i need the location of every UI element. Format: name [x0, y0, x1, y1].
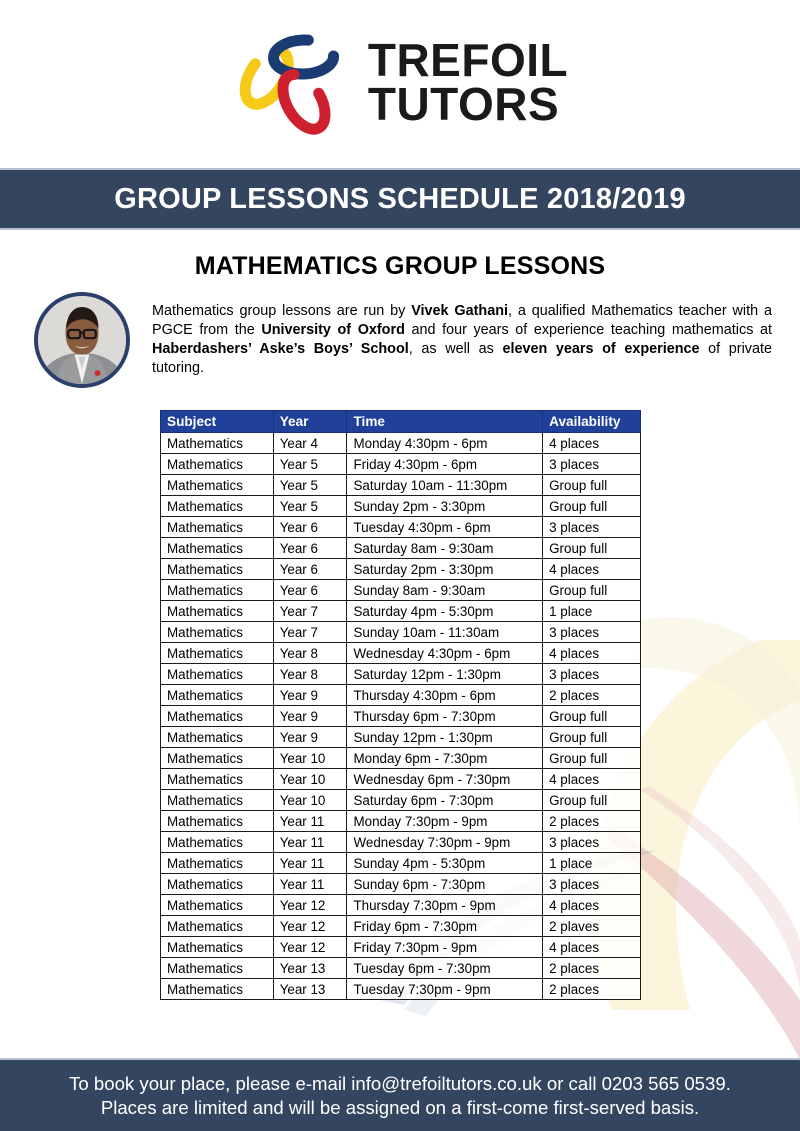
cell-availability: 4 places — [543, 937, 641, 958]
cell-time: Friday 6pm - 7:30pm — [347, 916, 543, 937]
table-row — [161, 580, 641, 601]
table-row — [161, 622, 641, 643]
cell-time: Friday 7:30pm - 9pm — [347, 937, 543, 958]
table-row — [161, 664, 641, 685]
table-row — [161, 727, 641, 748]
cell-subject: Mathematics — [161, 475, 274, 496]
cell-year: Year 6 — [273, 580, 347, 601]
table-row — [161, 853, 641, 874]
cell-time: Sunday 10am - 11:30am — [347, 622, 543, 643]
cell-subject: Mathematics — [161, 580, 274, 601]
table-row — [161, 433, 641, 454]
column-header-time: Time — [347, 411, 543, 433]
cell-year: Year 10 — [273, 790, 347, 811]
booking-footer-banner — [0, 1058, 800, 1131]
cell-year: Year 7 — [273, 622, 347, 643]
group-lessons-schedule-table — [160, 410, 641, 1000]
cell-subject: Mathematics — [161, 517, 274, 538]
column-header-availability: Availability — [543, 411, 641, 433]
cell-year: Year 5 — [273, 496, 347, 517]
table-row — [161, 643, 641, 664]
cell-year: Year 11 — [273, 832, 347, 853]
cell-availability: 2 plaves — [543, 916, 641, 937]
intro-text-run: and four years of experience teaching mathematics at — [404, 322, 772, 339]
cell-year: Year 13 — [273, 979, 347, 1000]
page-title-banner — [0, 168, 800, 230]
cell-subject: Mathematics — [161, 601, 274, 622]
cell-time: Saturday 6pm - 7:30pm — [347, 790, 543, 811]
tutor-intro-block — [34, 292, 774, 388]
cell-subject: Mathematics — [161, 811, 274, 832]
cell-time: Wednesday 7:30pm - 9pm — [347, 832, 543, 853]
table-row — [161, 496, 641, 517]
table-header-row — [161, 411, 641, 433]
intro-text-run: of private tutoring. — [152, 341, 772, 377]
cell-time: Friday 4:30pm - 6pm — [347, 454, 543, 475]
brand-logo — [0, 18, 800, 148]
cell-subject: Mathematics — [161, 727, 274, 748]
table-row — [161, 874, 641, 895]
cell-year: Year 8 — [273, 643, 347, 664]
footer-line-1: To book your place, please e-mail info@trefoiltutors.co.uk or call 0203 565 0539. — [69, 1073, 731, 1095]
brand-name-line2: TUTORS — [367, 78, 560, 130]
table-body — [161, 433, 641, 1000]
cell-subject: Mathematics — [161, 937, 274, 958]
cell-year: Year 6 — [273, 517, 347, 538]
cell-year: Year 8 — [273, 664, 347, 685]
cell-time: Tuesday 4:30pm - 6pm — [347, 517, 543, 538]
tutor-portrait-photo-icon — [34, 292, 130, 388]
intro-emphasis: University of Oxford — [261, 322, 405, 339]
cell-subject: Mathematics — [161, 853, 274, 874]
cell-time: Saturday 10am - 11:30pm — [347, 475, 543, 496]
cell-subject: Mathematics — [161, 454, 274, 475]
cell-availability: 2 places — [543, 979, 641, 1000]
cell-availability: 2 places — [543, 958, 641, 979]
cell-year: Year 12 — [273, 916, 347, 937]
cell-availability: 4 places — [543, 433, 641, 454]
cell-subject: Mathematics — [161, 706, 274, 727]
brand-name-line1: TREFOIL — [367, 34, 569, 87]
cell-subject: Mathematics — [161, 622, 274, 643]
table-row — [161, 895, 641, 916]
cell-time: Monday 4:30pm - 6pm — [347, 433, 543, 454]
table-row — [161, 559, 641, 580]
cell-year: Year 6 — [273, 559, 347, 580]
cell-time: Sunday 6pm - 7:30pm — [347, 874, 543, 895]
cell-subject: Mathematics — [161, 538, 274, 559]
cell-subject: Mathematics — [161, 643, 274, 664]
table-row — [161, 979, 641, 1000]
cell-availability: 1 place — [543, 853, 641, 874]
table-row — [161, 958, 641, 979]
cell-time: Thursday 7:30pm - 9pm — [347, 895, 543, 916]
column-header-subject: Subject — [161, 411, 274, 433]
table-row — [161, 748, 641, 769]
cell-time: Sunday 4pm - 5:30pm — [347, 853, 543, 874]
cell-year: Year 12 — [273, 895, 347, 916]
cell-year: Year 9 — [273, 727, 347, 748]
intro-emphasis: Vivek Gathani — [411, 303, 508, 319]
column-header-year: Year — [273, 411, 347, 433]
cell-time: Saturday 12pm - 1:30pm — [347, 664, 543, 685]
cell-availability: 3 places — [543, 622, 641, 643]
cell-year: Year 11 — [273, 874, 347, 895]
table-row — [161, 937, 641, 958]
cell-year: Year 11 — [273, 811, 347, 832]
cell-subject: Mathematics — [161, 958, 274, 979]
cell-subject: Mathematics — [161, 496, 274, 517]
table-row — [161, 790, 641, 811]
cell-subject: Mathematics — [161, 748, 274, 769]
trefoil-knot-logo-icon — [232, 27, 352, 139]
cell-availability: Group full — [543, 727, 641, 748]
cell-availability: 3 places — [543, 517, 641, 538]
cell-year: Year 7 — [273, 601, 347, 622]
cell-availability: Group full — [543, 475, 641, 496]
cell-availability: 1 place — [543, 601, 641, 622]
cell-year: Year 12 — [273, 937, 347, 958]
table-row — [161, 601, 641, 622]
intro-emphasis: Haberdashers’ Aske’s Boys’ School — [152, 341, 409, 358]
table-row — [161, 685, 641, 706]
table-row — [161, 517, 641, 538]
cell-time: Saturday 2pm - 3:30pm — [347, 559, 543, 580]
cell-time: Monday 6pm - 7:30pm — [347, 748, 543, 769]
page-title: GROUP LESSONS SCHEDULE 2018/2019 — [114, 182, 686, 215]
cell-time: Thursday 6pm - 7:30pm — [347, 706, 543, 727]
cell-time: Wednesday 6pm - 7:30pm — [347, 769, 543, 790]
cell-subject: Mathematics — [161, 895, 274, 916]
cell-availability: 3 places — [543, 874, 641, 895]
cell-availability: Group full — [543, 748, 641, 769]
table-row — [161, 538, 641, 559]
cell-year: Year 9 — [273, 706, 347, 727]
cell-time: Monday 7:30pm - 9pm — [347, 811, 543, 832]
table-row — [161, 475, 641, 496]
cell-year: Year 9 — [273, 685, 347, 706]
cell-availability: 4 places — [543, 559, 641, 580]
cell-time: Sunday 12pm - 1:30pm — [347, 727, 543, 748]
cell-subject: Mathematics — [161, 769, 274, 790]
cell-availability: 4 places — [543, 643, 641, 664]
cell-time: Saturday 4pm - 5:30pm — [347, 601, 543, 622]
footer-line-2: Places are limited and will be assigned on a first-come first-served basis. — [100, 1096, 700, 1118]
cell-time: Tuesday 7:30pm - 9pm — [347, 979, 543, 1000]
cell-subject: Mathematics — [161, 559, 274, 580]
cell-subject: Mathematics — [161, 874, 274, 895]
cell-subject: Mathematics — [161, 790, 274, 811]
cell-time: Sunday 8am - 9:30am — [347, 580, 543, 601]
intro-text-run: , as well as — [408, 341, 503, 358]
table-row — [161, 454, 641, 475]
cell-time: Sunday 2pm - 3:30pm — [347, 496, 543, 517]
cell-availability: 3 places — [543, 454, 641, 475]
cell-time: Wednesday 4:30pm - 6pm — [347, 643, 543, 664]
table-row — [161, 916, 641, 937]
cell-year: Year 10 — [273, 769, 347, 790]
cell-subject: Mathematics — [161, 832, 274, 853]
cell-subject: Mathematics — [161, 916, 274, 937]
cell-time: Saturday 8am - 9:30am — [347, 538, 543, 559]
cell-availability: 3 places — [543, 664, 641, 685]
intro-text-run: Mathematics group lessons are run by — [152, 303, 412, 319]
cell-availability: 4 places — [543, 769, 641, 790]
brand-wordmark — [367, 34, 569, 130]
cell-availability: Group full — [543, 580, 641, 601]
cell-year: Year 5 — [273, 475, 347, 496]
table-row — [161, 706, 641, 727]
table-row — [161, 811, 641, 832]
cell-availability: 3 places — [543, 832, 641, 853]
cell-time: Thursday 4:30pm - 6pm — [347, 685, 543, 706]
cell-subject: Mathematics — [161, 979, 274, 1000]
cell-availability: Group full — [543, 790, 641, 811]
intro-text-run: , a qualified Mathematics teacher with a PGCE from the — [152, 303, 772, 339]
cell-year: Year 10 — [273, 748, 347, 769]
cell-year: Year 6 — [273, 538, 347, 559]
cell-year: Year 13 — [273, 958, 347, 979]
cell-availability: 4 places — [543, 895, 641, 916]
cell-time: Tuesday 6pm - 7:30pm — [347, 958, 543, 979]
schedule-table-container — [160, 410, 641, 1000]
cell-year: Year 4 — [273, 433, 347, 454]
section-heading: MATHEMATICS GROUP LESSONS — [194, 252, 606, 280]
intro-emphasis: eleven years of experience — [502, 341, 700, 358]
tutor-intro-text — [152, 292, 772, 379]
cell-year: Year 5 — [273, 454, 347, 475]
cell-availability: 2 places — [543, 685, 641, 706]
cell-availability: Group full — [543, 538, 641, 559]
table-row — [161, 832, 641, 853]
cell-subject: Mathematics — [161, 685, 274, 706]
table-row — [161, 769, 641, 790]
cell-subject: Mathematics — [161, 433, 274, 454]
cell-availability: Group full — [543, 706, 641, 727]
cell-subject: Mathematics — [161, 664, 274, 685]
cell-availability: Group full — [543, 496, 641, 517]
cell-year: Year 11 — [273, 853, 347, 874]
cell-availability: 2 places — [543, 811, 641, 832]
